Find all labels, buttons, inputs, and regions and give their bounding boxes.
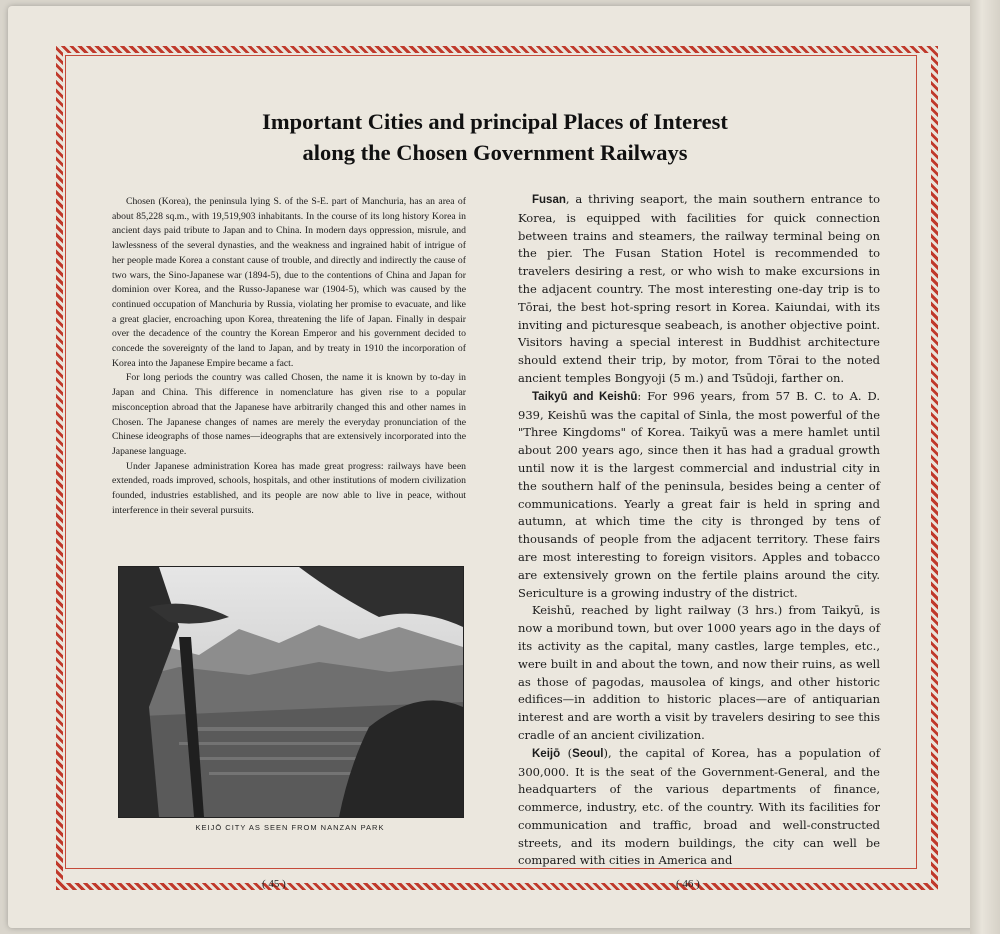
landscape-photo-icon [119,567,463,817]
photo-caption: KEIJŌ CITY AS SEEN FROM NANZAN PARK [195,823,385,832]
place-heading: Taikyū and Keishū [532,390,638,403]
city-photo [118,566,464,818]
right-paragraph [518,388,880,603]
paragraph-body: : For 996 years, from 57 B. C. to A. D. 939, Keishū was the capital of Sinla, the most powerful of the "Three Kingdoms" of Korea. Taikyū was a mere hamlet until about 200 years ago, since then it has had a gradual growth until now it is the largest commercial and industrial city in the southern half of the peninsula, besides being a center of communications. Yearly a great fair is held in spring and autumn, at which time the city is thronged by tens of thousands of people from the adjacent territory. These fairs are most interesting to foreign visitors. Apples and tobacco are extensively grown on the fertile plains around the city. Sericulture is a growing industry of the district. [518,388,880,600]
place-heading: Keijō [532,747,561,760]
left-paragraph: Under Japanese administration Korea has made great progress: railways have been extended, roads improved, schools, hospitals, and other institutions of modern civilization founded, industries established, and its people are now able to live in peace, without interference in their several pursuits. [112,460,466,516]
place-heading: Fusan [532,194,566,206]
right-paragraph: Keishū, reached by light railway (3 hrs.) from Taikyū, is now a moribund town, but over 1000 years ago in the days of its activity as the capital, many castles, large temples, etc., were built in and about the town, and now their ruins, as well as those of pagodas, mausolea of kings, and other historic edifices—in addition to historic places—are of antiquarian interest and are worth a visit by travelers desiring to see this cradle of an ancient civilization. [518,603,880,742]
page-title [100,106,890,168]
left-paragraph: For long periods the country was called Chosen, the name it is known by to-day in Japan and China. This difference in nomenclature has given rise to a popular misconception abroad that the Japanese have arbitrarily changed this and other names in Chosen. The Japanese changes of names are merely the everyday pronunciation of the Chinese ideographs of those names—ideographs that are extensively incorporated into the Japanese language. [112,372,466,457]
left-paragraph: Chosen (Korea), the peninsula lying S. of the S-E. part of Manchuria, has an area of about 85,228 sq.m., with 19,519,903 inhabitants. In the course of its long history Korea in ancient days paid tribute to Japan and to China. In modern days oppression, misrule, and lawlessness of the several dynasties, and the weakness and ingrained habit of intrigue of her people made Korea a constant cause of trouble, and directly and indirectly the cause of two wars, the Sino-Japanese war (1894-5), due to the contentions of China and Japan for dominion over Korea, and the Russo-Japanese war (1904-5), which was caused by the continued occupation of Manchuria by Russia, violating her promise to evacuate, and like a great glacier, encroaching upon Korea, threatening the life of Japan. Finally in despair over the decadence of the country the Korean Emperor and his government decided to concede the sovereignty of the land to Japan, and by treaty in 1910 the incorporation of Korea into the Japanese Empire became a fact. [112,196,466,369]
place-heading: Seoul [572,747,604,760]
page-number-left: ( 45 ) [262,878,286,890]
title-line-1: Important Cities and principal Places of Interest [262,109,728,134]
paragraph-body: ( [560,745,573,760]
right-paragraph [518,191,880,388]
right-column [518,191,880,870]
right-paragraph [518,745,880,871]
left-column [112,195,466,518]
paragraph-body: , a thriving seaport, the main southern entrance to Korea, is equipped with facilities for quick connection between trains and steamers, the railway terminal being on the pier. The Fusan Station Hotel is recommended to travelers desiring a rest, or who wish to make excursions in the adjacent country. The most interesting one-day trip is to Tōrai, the best hot-spring resort in Korea. Kaiundai, with its inviting and picturesque seabeach, is another objective point. Visitors having a special interest in Buddhist architecture should extend their trip, by motor, from Tōrai to the noted ancient temples Bongyoji (5 m.) and Tsūdoji, farther on. [518,192,880,385]
title-line-2: along the Chosen Government Railways [302,140,688,165]
page-number-right: ( 46 ) [676,878,700,890]
book-spine [970,0,1000,934]
paragraph-body: ), the capital of Korea, has a population of 300,000. It is the seat of the Government-General, and the headquarters of the various departments of finance, commerce, industry, etc. of the country. With its facilities for communication and traffic, broad and well-constructed streets, and its modern buildings, the city can well be compared with cities in America and [518,745,880,868]
